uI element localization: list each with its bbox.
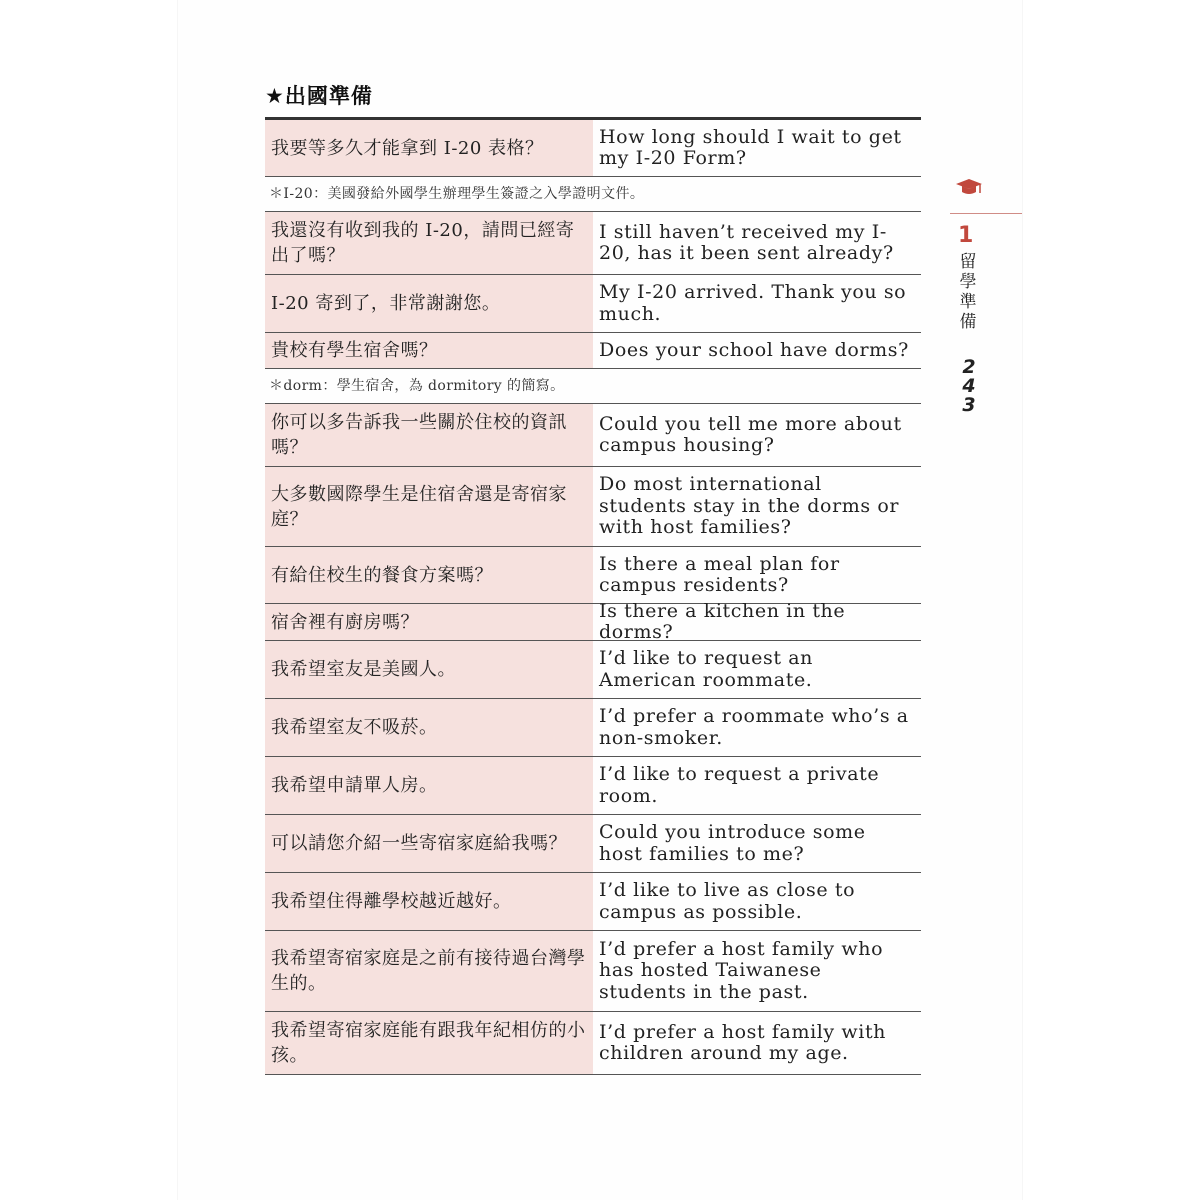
side-divider <box>950 213 1022 214</box>
english-phrase: Could you tell me more about campus housing? <box>599 412 902 456</box>
footnote: ＊dorm：學生宿舍，為 dormitory 的簡寫。 <box>265 369 921 404</box>
phrase-row <box>265 547 921 604</box>
english-phrase: I still haven’t received my I-20, has it been sent already? <box>599 220 894 264</box>
phrase-row <box>265 641 921 699</box>
chinese-phrase: 可以請您介紹一些寄宿家庭給我嗎？ <box>265 815 593 872</box>
english-phrase: I’d prefer a host family with children around my age. <box>599 1020 887 1064</box>
chapter-number: 1 <box>958 223 974 248</box>
english-phrase: My I-20 arrived. Thank you so much. <box>599 281 907 325</box>
chinese-phrase: 宿舍裡有廚房嗎？ <box>265 604 593 640</box>
phrase-row <box>265 1012 921 1075</box>
english-phrase: I’d like to request an American roommate. <box>599 647 813 691</box>
chinese-phrase: 你可以多告訴我一些關於住校的資訊嗎？ <box>265 404 593 466</box>
phrase-row <box>265 120 921 177</box>
phrase-row <box>265 757 921 815</box>
phrase-row <box>265 467 921 547</box>
english-phrase: How long should I wait to get my I-20 Form? <box>599 125 902 169</box>
phrase-row <box>265 931 921 1012</box>
english-phrase: Could you introduce some host families to me? <box>599 821 866 865</box>
english-phrase: I’d prefer a host family who has hosted Taiwanese students in the past. <box>599 937 884 1003</box>
chinese-phrase: 我希望寄宿家庭是之前有接待過台灣學生的。 <box>265 931 593 1011</box>
chinese-phrase: 大多數國際學生是住宿舍還是寄宿家庭？ <box>265 467 593 546</box>
section-title: ★出國準備 <box>265 84 373 108</box>
chinese-phrase: 我希望室友不吸菸。 <box>265 699 593 756</box>
english-phrase: Is there a meal plan for campus residents? <box>599 552 840 596</box>
chinese-phrase: 我希望寄宿家庭能有跟我年紀相仿的小孩。 <box>265 1012 593 1074</box>
chinese-phrase: 我還沒有收到我的 I-20，請問已經寄出了嗎？ <box>265 212 593 274</box>
graduation-cap-icon <box>954 178 984 202</box>
chinese-phrase: I-20 寄到了，非常謝謝您。 <box>265 275 593 332</box>
phrase-row <box>265 212 921 275</box>
english-phrase: I’d prefer a roommate who’s a non-smoker. <box>599 705 909 749</box>
chinese-phrase: 我希望申請單人房。 <box>265 757 593 814</box>
english-phrase: Does your school have dorms? <box>599 338 909 361</box>
phrase-row <box>265 404 921 467</box>
english-phrase: I’d like to live as close to campus as possible. <box>599 879 856 923</box>
phrase-row <box>265 815 921 873</box>
chinese-phrase: 我希望室友是美國人。 <box>265 641 593 698</box>
chinese-phrase: 有給住校生的餐食方案嗎？ <box>265 547 593 603</box>
phrase-row <box>265 699 921 757</box>
chapter-name: 留 學 準 備 <box>959 252 977 332</box>
english-phrase: Is there a kitchen in the dorms? <box>599 599 846 643</box>
phrase-row <box>265 275 921 333</box>
phrase-table <box>265 117 921 1075</box>
phrase-row <box>265 599 921 643</box>
english-phrase: Do most international students stay in the dorms or with host families? <box>599 473 900 539</box>
page-number: 2 4 3 <box>962 356 976 416</box>
footnote: ＊I-20：美國發給外國學生辦理學生簽證之入學證明文件。 <box>265 177 921 212</box>
chinese-phrase: 貴校有學生宿舍嗎？ <box>265 333 593 368</box>
phrase-row <box>265 333 921 369</box>
chinese-phrase: 我希望住得離學校越近越好。 <box>265 873 593 930</box>
chinese-phrase: 我要等多久才能拿到 I-20 表格？ <box>265 120 593 176</box>
phrase-row <box>265 873 921 931</box>
english-phrase: I’d like to request a private room. <box>599 763 880 807</box>
